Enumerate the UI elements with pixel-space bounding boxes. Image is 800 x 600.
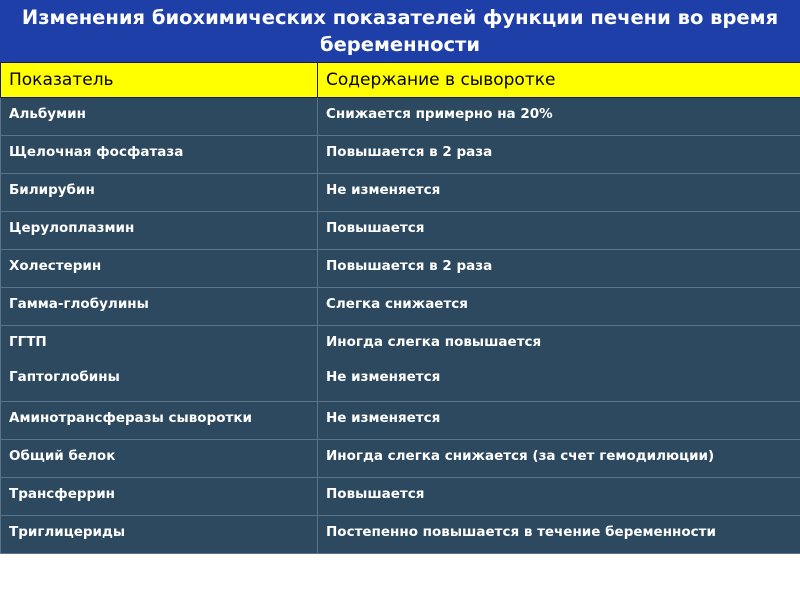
content-cell: Снижается примерно на 20% <box>318 98 800 136</box>
slide-title: Изменения биохимических показателей функции печени во время беременности <box>21 6 779 56</box>
table-row <box>1 440 800 478</box>
content-text: Иногда слегка повышается <box>326 334 542 350</box>
title-banner <box>0 0 800 62</box>
table-row <box>1 212 800 250</box>
content-cell <box>318 326 800 402</box>
indicator-cell: Общий белок <box>1 440 318 478</box>
table-row <box>1 174 800 212</box>
indicator-cell: Холестерин <box>1 250 318 288</box>
indicator-cell: Билирубин <box>1 174 318 212</box>
indicator-cell: Триглицериды <box>1 516 318 554</box>
indicator-cell: Трансферрин <box>1 478 318 516</box>
header-serum-content: Содержание в сыворотке <box>318 63 800 98</box>
table-row <box>1 478 800 516</box>
indicator-cell <box>1 326 318 402</box>
indicator-cell: Гамма-глобулины <box>1 288 318 326</box>
table-row <box>1 98 800 136</box>
table-row <box>1 402 800 440</box>
content-cell: Не изменяется <box>318 174 800 212</box>
content-cell: Повышается <box>318 478 800 516</box>
content-cell: Не изменяется <box>318 402 800 440</box>
content-cell: Постепенно повышается в течение беременности <box>318 516 800 554</box>
content-text-2: Не изменяется <box>326 369 441 385</box>
indicator-cell: Аминотрансферазы сыворотки <box>1 402 318 440</box>
indicator-cell: Церулоплазмин <box>1 212 318 250</box>
content-cell: Повышается в 2 раза <box>318 136 800 174</box>
indicator-cell: Щелочная фосфатаза <box>1 136 318 174</box>
table-row <box>1 250 800 288</box>
indicator-text-2: Гаптоглобины <box>9 369 120 385</box>
header-indicator: Показатель <box>1 63 318 98</box>
content-cell: Повышается <box>318 212 800 250</box>
table-row <box>1 516 800 554</box>
liver-indicators-table <box>0 62 800 554</box>
table-header-row <box>1 63 800 98</box>
content-cell: Повышается в 2 раза <box>318 250 800 288</box>
indicator-cell: Альбумин <box>1 98 318 136</box>
table-row <box>1 136 800 174</box>
content-cell: Слегка снижается <box>318 288 800 326</box>
table-row <box>1 326 800 402</box>
content-cell: Иногда слегка снижается (за счет гемодилюции) <box>318 440 800 478</box>
indicator-text: ГГТП <box>9 334 47 350</box>
table-row <box>1 288 800 326</box>
